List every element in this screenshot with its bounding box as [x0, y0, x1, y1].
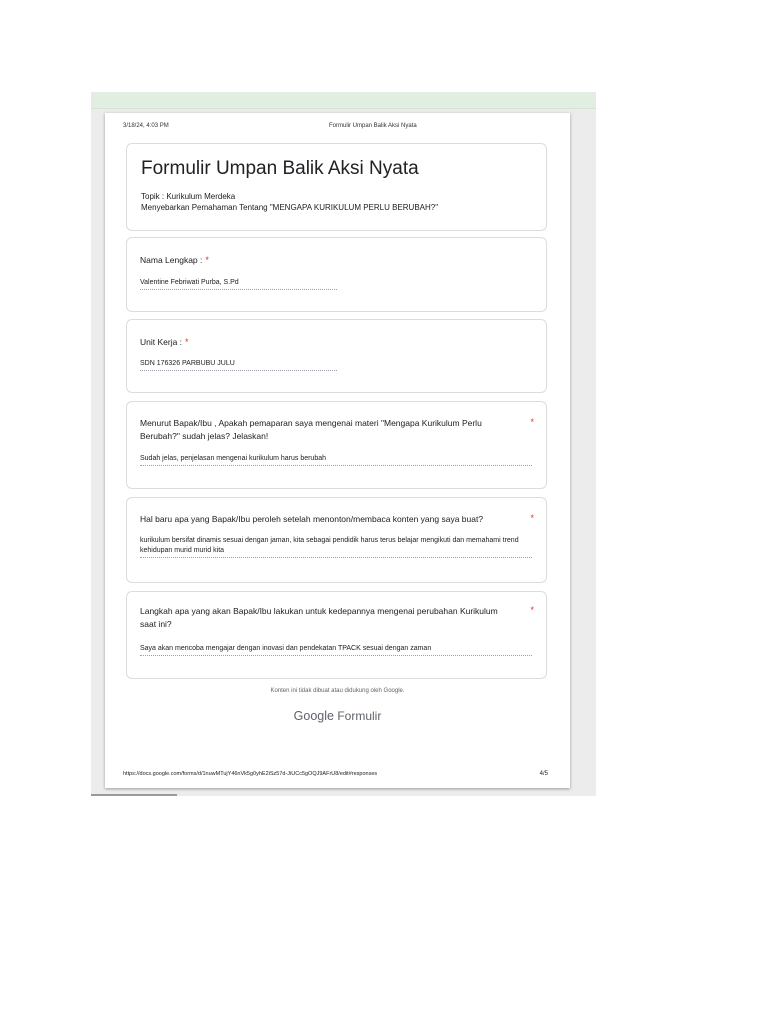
question-text: Langkah apa yang akan Bapak/Ibu lakukan untuk kedepannya mengenai perubahan Kurikulum saat ini?	[140, 606, 498, 629]
question-text: Hal baru apa yang Bapak/Ibu peroleh setelah menonton/membaca konten yang saya buat?	[140, 514, 484, 524]
form-header-card	[126, 143, 547, 231]
question-card-langkah	[126, 591, 547, 679]
answer-field: SDN 176326 PARBUBU JULU	[140, 359, 337, 371]
required-asterisk: *	[205, 255, 209, 265]
answer-field: Valentine Febriwati Purba, S.Pd	[140, 278, 337, 290]
top-strip	[91, 92, 596, 109]
scan-edge-line	[91, 794, 177, 796]
question-card-hal-baru	[126, 497, 547, 583]
question-text: Nama Lengkap :	[140, 255, 203, 265]
printed-page	[105, 113, 570, 788]
disclaimer-note: Konten ini tidak dibuat atau didukung oleh Google.	[270, 688, 405, 694]
page-number: 4/5	[539, 771, 548, 777]
question-label	[140, 254, 524, 267]
print-header	[123, 123, 550, 133]
form-topic: Topik : Kurikulum Merdeka	[141, 192, 236, 201]
print-title: Formulir Umpan Balik Aksi Nyata	[329, 123, 417, 129]
print-url: https://docs.google.com/forms/d/1nuwMTujY46nVk5g0yhE2iSz57d-JiUCc5gOQJ9AFrU8/edit#responses	[123, 771, 378, 777]
answer-field: kurikulum bersifat dinamis sesuai dengan jaman, kita sebagai pendidik harus terus belajar mengikuti dan memahami trend kehidupan murid murid kita	[140, 536, 532, 558]
required-asterisk: *	[530, 417, 534, 427]
answer-field: Saya akan mencoba mengajar dengan inovasi dan pendekatan TPACK sesuai dengan zaman	[140, 644, 532, 656]
required-asterisk: *	[530, 513, 534, 523]
question-text: Unit Kerja :	[140, 337, 183, 347]
brand-product: Formulir	[337, 709, 382, 723]
answer-field: Sudah jelas, penjelasan mengenai kurikulum harus berubah	[140, 454, 532, 466]
form-title: Formulir Umpan Balik Aksi Nyata	[141, 158, 419, 179]
brand-google: Google	[293, 709, 334, 723]
required-asterisk: *	[185, 337, 189, 347]
print-date: 3/18/24, 4:03 PM	[123, 123, 169, 129]
google-forms-logo	[105, 709, 570, 723]
required-asterisk: *	[530, 605, 534, 615]
form-subtitle: Menyebarkan Pemahaman Tentang "MENGAPA KURIKULUM PERLU BERUBAH?"	[141, 203, 439, 212]
question-text: Menurut Bapak/Ibu , Apakah pemaparan saya mengenai materi "Mengapa Kurikulum Perlu Berubah?" sudah jelas? Jelaskan!	[140, 418, 482, 441]
form-description	[141, 191, 438, 213]
question-card-nama	[126, 237, 547, 312]
question-card-pemaparan	[126, 401, 547, 489]
question-card-unit-kerja	[126, 319, 547, 393]
question-label	[140, 336, 524, 349]
